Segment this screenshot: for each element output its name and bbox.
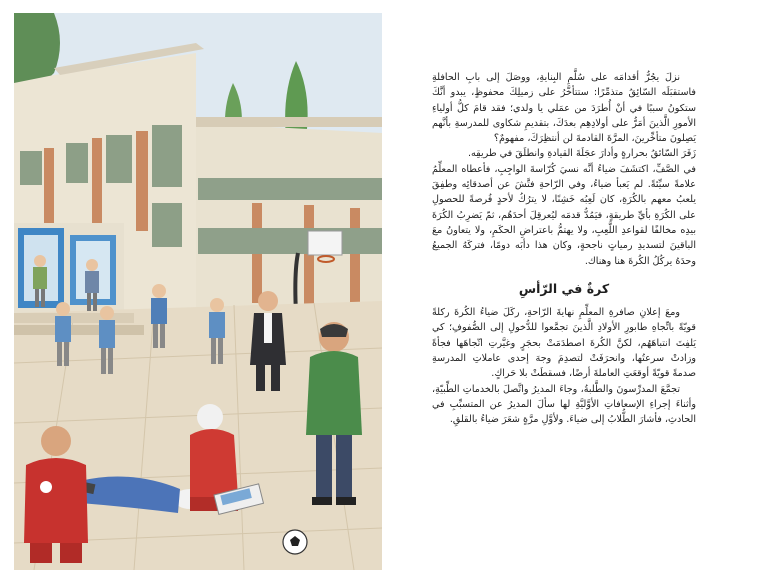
story-paragraph: زَفَرَ السّائقُ بحرارةٍ وأدارَ عجَلَةَ القيادةِ وانطلَقَ في طريقِه. [467, 148, 696, 160]
football-icon [283, 530, 307, 554]
story-text [432, 70, 696, 428]
story-illustration [14, 13, 382, 570]
story-paragraph: نزلَ يجُرُّ أقدامَه على سُلَّمِ البِنايةِ، ووصَلَ إلى بابِ الحافلةِ فاستقبَلَه السّائِقُ متذمِّرًا: ستتأخَّرُ على زميلِكَ محفوظٍ، يبدو أنَّكَ ستكونُ سببًا في أنْ أُطرَدَ من عمَلي يا ولدي؛ فقد قامَ كلُّ أولياءِ الأمورِ الَّذينَ أمَرُّ على أولادِهِم بعدَكَ، بتقديمِ شكاوى للمدرسةِ بأنَّهم يَصِلونَ متأخِّرينَ، المرَّةَ القادمةَ لن أنتظِرَكَ، مفهومٌ؟ [432, 72, 696, 145]
story-paragraph: تجمَّعَ المدرِّسونَ والطَّلبةُ، وجاءَ المديرُ واتَّصلَ بالخدماتِ الطِّبيّةِ، وأثناءَ إجراءِ الإسعافاتِ الأوَّليَّةِ لها سألَ المديرُ عن المتسبِّبِ في الحادثِ، فأشارَ الطُّلابُ إلى ضياءَ. ولأوَّلِ مرَّةٍ شعَرَ ضياءُ بالقلقِ. [432, 383, 696, 426]
section-heading: كرةٌ في الرّأسِ [518, 280, 610, 296]
roof-edge [196, 117, 382, 127]
basketball-backboard [308, 231, 342, 255]
school-yard-scene [14, 13, 382, 570]
story-paragraph: ومعَ إعلانِ صافرةِ المعلِّمِ نهايةَ الرّاحةِ، ركَلَ ضياءُ الكُرةَ ركلةً قويّةً باتِّجاهِ طابورِ الأولادِ الَّذينَ تجمَّعوا للدُّخولِ إلى الصُّفوفِ؛ كي يَلفِتَ انتباهَهُم، لكنَّ الكُرةَ اصطدَمَتْ بحجَرٍ وغيَّرتِ اتّجاهَها فجأةً وزادتْ سرعتُها، وانحرَفَتْ لتصدِمَ وجهَ إحدى عاملاتِ المدرسةِ صدمةً قويّةً أوقعَتِ العاملةَ أرضًا، فسقطَتْ بلا حَراكٍ. [432, 307, 696, 380]
steps [14, 325, 144, 335]
steps [14, 313, 134, 323]
story-paragraph: في الصَّفِّ، اكتشَفَ ضياءُ أنَّه نسيَ كُرّاسةَ الواجِبِ، فأعطاه المعلِّمُ علامةً سيِّئةً. لم يَعبأ ضياءُ، وفي الرّاحةِ فتَّشَ عن أصدقائِه وطفِقَ يلعبُ معهم بالكُرَةِ، كان لَعِبُه خَشِنًا، لا يترُكُ لأحدٍ فُرصةً للحصولِ على الكُرَةِ بأيِّ طريقةٍ، فيَمُدُّ قدمَه ليُعرقِلَ أحدَهُم، ثمّ يَضرِبُ الكُرَةَ بيدِه مخالفًا لقواعدِ اللَّعِبِ، ولا يهتمُّ باعتراضِ الحكَمِ، ولا يتعاونُ معَ الباقينَ لتسديدِ رمياتٍ ناجحةٍ، وكان هذا دأبَه دومًا، فتركَهُ الجميعُ وحدَهُ يركُلُ الكُرةَ هنا وهناك. [432, 163, 696, 267]
